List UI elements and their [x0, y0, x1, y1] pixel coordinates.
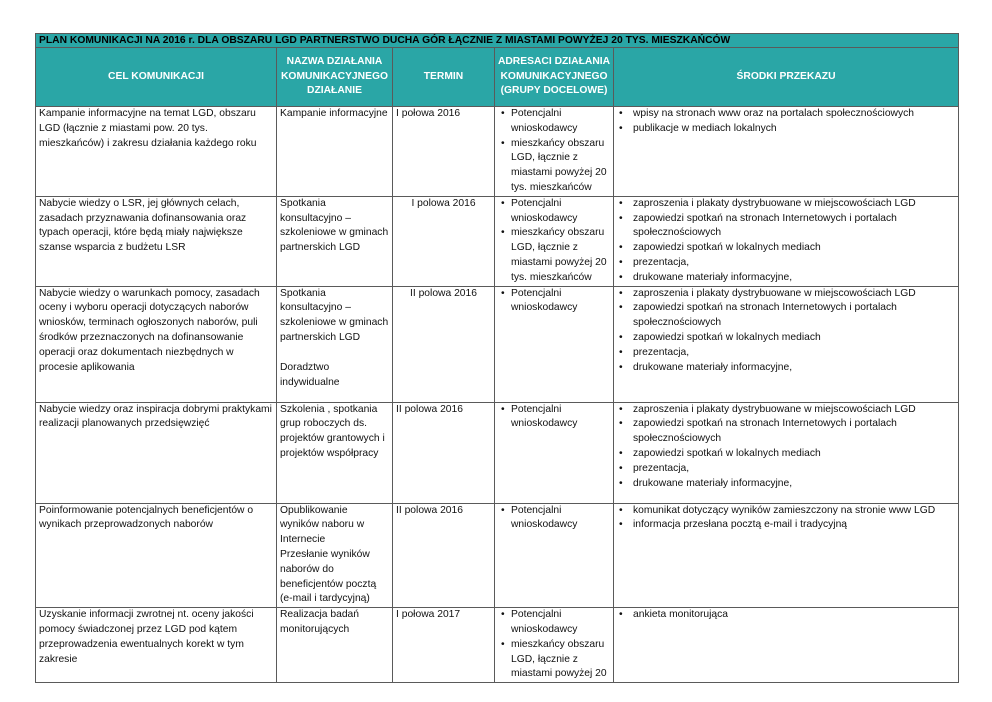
table-row	[36, 503, 959, 608]
communication-plan-table	[35, 33, 959, 683]
cell-means	[614, 608, 959, 683]
cell-term: I połowa 2017	[393, 608, 495, 683]
list-item: • publikacje w mediach lokalnych	[633, 122, 955, 137]
cell-goal: Nabycie wiedzy o LSR, jej głównych celach, zasadach przyznawania dofinansowania oraz typach operacji, które będą miały największe szanse wsparcia z budżetu LSR	[36, 196, 277, 286]
table-row	[36, 196, 959, 286]
cell-term: II polowa 2016	[393, 503, 495, 608]
action-text: Spotkania konsultacyjno – szkoleniowe w gminach partnerskich LGD	[280, 287, 389, 343]
cell-recipients	[495, 286, 614, 402]
cell-goal: Uzyskanie informacji zwrotnej nt. oceny jakości pomocy świadczonej przez LGD pod kątem przeprowadzenia ewentualnych korekt w tym zakresie	[36, 608, 277, 683]
table-row	[36, 402, 959, 503]
header-action: NAZWA DZIAŁANIA KOMUNIKACYJNEGO DZIAŁANIE	[277, 48, 393, 107]
header-term: TERMIN	[393, 48, 495, 107]
recipients-list	[498, 504, 610, 534]
cell-term: I połowa 2016	[393, 107, 495, 197]
list-item: • komunikat dotyczący wyników zamieszczony na stronie www LGD	[633, 504, 955, 519]
list-item: • prezentacja,	[633, 462, 955, 477]
list-item: • zapowiedzi spotkań na stronach Internetowych i portalach społecznościowych	[633, 417, 955, 447]
action-text: Opublikowanie wyników naboru w Internecie	[280, 504, 365, 546]
cell-means	[614, 402, 959, 503]
header-row	[36, 48, 959, 107]
cell-goal: Nabycie wiedzy o warunkach pomocy, zasadach oceny i wyboru operacji dotyczących naborów wniosków, terminach ogłoszonych naborów, puli środków przeznaczonych na dofinansowanie operacji oraz dokumentach niezbędnych w procesie aplikowania	[36, 286, 277, 402]
list-item: • prezentacja,	[633, 346, 955, 361]
means-list	[617, 608, 955, 623]
list-item: • drukowane materiały informacyjne,	[633, 271, 955, 286]
cell-action	[277, 286, 393, 402]
recipients-list	[498, 287, 610, 317]
list-item: • zaproszenia i plakaty dystrybuowane w miejscowościach LGD	[633, 197, 955, 212]
action-text: Kampanie informacyjne	[280, 108, 388, 119]
list-item: • Potencjalni wnioskodawcy	[511, 287, 610, 317]
title-row	[36, 34, 959, 48]
list-item: • mieszkańcy obszaru LGD, łącznie z miastami powyżej 20	[511, 638, 610, 682]
cell-recipients	[495, 608, 614, 683]
cell-recipients	[495, 503, 614, 608]
list-item: • zapowiedzi spotkań w lokalnych mediach	[633, 447, 955, 462]
cell-means	[614, 107, 959, 197]
cell-action	[277, 608, 393, 683]
list-item: • zaproszenia i plakaty dystrybuowane w miejscowościach LGD	[633, 403, 955, 418]
list-item: • prezentacja,	[633, 256, 955, 271]
cell-goal: Poinformowanie potencjalnych beneficjentów o wynikach przeprowadzonych naborów	[36, 503, 277, 608]
header-means: ŚRODKI PRZEKAZU	[614, 48, 959, 107]
list-item: • wpisy na stronach www oraz na portalach społecznościowych	[633, 107, 955, 122]
recipients-list	[498, 107, 610, 196]
cell-recipients	[495, 402, 614, 503]
table-title: PLAN KOMUNIKACJI NA 2016 r. DLA OBSZARU LGD PARTNERSTWO DUCHA GÓR ŁĄCZNIE Z MIASTAMI POWYŻEJ 20 TYS. MIESZKAŃCÓW	[36, 34, 959, 48]
cell-means	[614, 196, 959, 286]
list-item: • zapowiedzi spotkań na stronach Internetowych i portalach społecznościowych	[633, 212, 955, 242]
list-item: • drukowane materiały informacyjne,	[633, 361, 955, 376]
cell-goal: Kampanie informacyjne na temat LGD, obszaru LGD (łącznie z miastami pow. 20 tys. mieszkańców) i zakresu działania każdego roku	[36, 107, 277, 197]
means-list	[617, 287, 955, 376]
recipients-list	[498, 403, 610, 433]
list-item: • zapowiedzi spotkań w lokalnych mediach	[633, 241, 955, 256]
list-item: • Potencjalni wnioskodawcy	[511, 403, 610, 433]
list-item: • Potencjalni wnioskodawcy	[511, 504, 610, 534]
recipients-list	[498, 197, 610, 286]
action-text: Spotkania konsultacyjno – szkoleniowe w gminach partnerskich LGD	[280, 197, 389, 254]
header-goal: CEL KOMUNIKACJI	[36, 48, 277, 107]
action-text-secondary: Doradztwo indywidualne	[280, 361, 340, 388]
list-item: • Potencjalni wnioskodawcy	[511, 107, 610, 137]
list-item: • mieszkańcy obszaru LGD, łącznie z miastami powyżej 20 tys. mieszkańców	[511, 226, 610, 285]
list-item: • drukowane materiały informacyjne,	[633, 477, 955, 492]
spacer	[280, 346, 389, 361]
cell-recipients	[495, 196, 614, 286]
cell-recipients	[495, 107, 614, 197]
cell-means	[614, 286, 959, 402]
list-item: • Potencjalni wnioskodawcy	[511, 197, 610, 227]
means-list	[617, 504, 955, 534]
header-recipients: ADRESACI DZIAŁANIA KOMUNIKACYJNEGO (GRUPY DOCELOWE)	[495, 48, 614, 107]
means-list	[617, 403, 955, 492]
cell-action	[277, 107, 393, 197]
action-text: Szkolenia , spotkania grup roboczych ds. projektów grantowych i projektów współpracy	[280, 403, 385, 459]
cell-goal: Nabycie wiedzy oraz inspiracja dobrymi praktykami realizacji planowanych przedsięwzięć	[36, 402, 277, 503]
list-item: • informacja przesłana pocztą e-mail i tradycyjną	[633, 518, 955, 533]
table-row	[36, 107, 959, 197]
means-list	[617, 197, 955, 286]
table-row	[36, 608, 959, 683]
list-item: • zapowiedzi spotkań na stronach Internetowych i portalach społecznościowych	[633, 301, 955, 331]
cell-action	[277, 196, 393, 286]
list-item: • Potencjalni wnioskodawcy	[511, 608, 610, 638]
action-text-secondary: Przesłanie wyników naborów do beneficjentów pocztą (e-mail i tardycyjną)	[280, 548, 377, 605]
list-item: • ankieta monitorująca	[633, 608, 955, 623]
action-text: Realizacja badań monitorujących	[280, 609, 359, 635]
table-row	[36, 286, 959, 402]
cell-term: II polowa 2016	[393, 286, 495, 402]
cell-term: I polowa 2016	[393, 196, 495, 286]
cell-term: II polowa 2016	[393, 402, 495, 503]
cell-action	[277, 503, 393, 608]
list-item: • zapowiedzi spotkań w lokalnych mediach	[633, 331, 955, 346]
recipients-list	[498, 608, 610, 682]
list-item: • mieszkańcy obszaru LGD, łącznie z miastami powyżej 20 tys. mieszkańców	[511, 137, 610, 196]
list-item: • zaproszenia i plakaty dystrybuowane w miejscowościach LGD	[633, 287, 955, 302]
cell-action	[277, 402, 393, 503]
means-list	[617, 107, 955, 137]
cell-means	[614, 503, 959, 608]
